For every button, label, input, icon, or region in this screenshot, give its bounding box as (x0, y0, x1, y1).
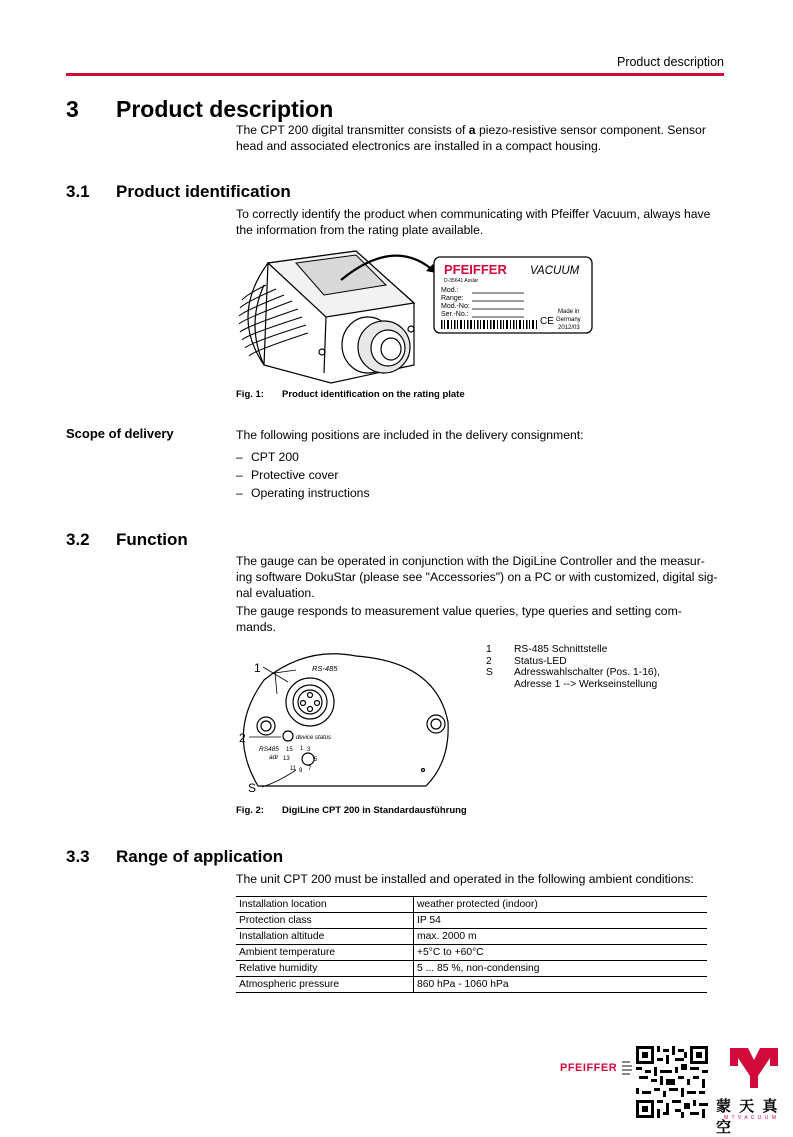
legend-continuation: Adresse 1 --> Werkseinstellung (514, 678, 658, 690)
list-dash: – (236, 468, 243, 482)
function-paragraph-2 (236, 603, 726, 635)
subsection-title: Product identification (116, 182, 291, 201)
plate-ce-mark: CE (540, 316, 554, 327)
figure-rating-plate (236, 245, 596, 385)
section-title: Product description (116, 96, 334, 122)
dial-label-13: 13 (283, 756, 290, 762)
mt-vacuum-english-name: M T V A C U U M (724, 1115, 777, 1121)
function-paragraph-1 (236, 553, 726, 601)
plate-field-serno: Ser.-No.: (441, 311, 469, 318)
dial-label-3: 3 (307, 747, 311, 753)
callout-2: 2 (239, 731, 246, 745)
legend-row (486, 656, 660, 668)
table-row (236, 945, 707, 961)
subsection-number: 3.3 (66, 847, 90, 866)
qr-code-icon (636, 1046, 708, 1118)
legend-row (486, 667, 660, 679)
list-item-text: Operating instructions (251, 486, 370, 500)
list-item (236, 468, 338, 482)
legend-text: Status-LED (514, 655, 567, 667)
figure-digiline-cpt200 (236, 652, 458, 798)
function-p2-line-1: The gauge responds to measurement value queries, type queries and setting com- (236, 604, 682, 618)
footer-pfeiffer-logo: PFEIFFER (560, 1062, 618, 1074)
function-p2-line-2: mands. (236, 620, 276, 634)
function-p1-line-1: The gauge can be operated in conjunction with the DigiLine Controller and the measur- (236, 554, 705, 568)
rs485-adr-label-b: adr (269, 754, 279, 761)
list-item-text: Protective cover (251, 468, 339, 482)
list-item (236, 486, 370, 500)
device-status-label: device status (296, 735, 332, 741)
table-row (236, 913, 707, 929)
intro-text-line2: head and associated electronics are installed in a compact housing. (236, 139, 602, 153)
table-cell-label: Installation altitude (236, 929, 414, 945)
rs485-label: RS-485 (312, 664, 338, 673)
plate-country: Germany (556, 317, 581, 323)
figure-2-caption-text: DigiLine CPT 200 in Standardausführung (282, 805, 467, 816)
legend-text: Adresswahlschalter (Pos. 1-16), (514, 667, 660, 678)
list-dash: – (236, 450, 243, 464)
intro-paragraph (236, 122, 726, 154)
scope-label: Scope of delivery (66, 426, 174, 441)
table-row (236, 897, 707, 913)
figure-2-caption (236, 805, 467, 816)
dial-label-11: 11 (290, 766, 297, 772)
plate-field-range: Range: (441, 295, 464, 302)
dial-label-9: 9 (299, 768, 303, 774)
mt-vacuum-logo-icon (728, 1046, 780, 1090)
section-number: 3 (66, 96, 79, 122)
function-p1-line-2: ing software DokuStar (please see "Accessories") on a PC or with customized, digital sig- (236, 570, 718, 584)
table-cell-value: IP 54 (414, 913, 708, 929)
table-cell-value: max. 2000 m (414, 929, 708, 945)
mt-vacuum-chinese-name: 蒙 天 真 空 (716, 1098, 780, 1136)
callout-s: S (248, 781, 257, 795)
table-row (236, 929, 707, 945)
table-cell-value: 860 hPa - 1060 hPa (414, 977, 708, 993)
legend-key: 1 (486, 644, 492, 655)
plate-brand-pfeiffer: PFEIFFER (444, 262, 507, 277)
figure-2-label: Fig. 2: (236, 805, 264, 816)
table-cell-label: Relative humidity (236, 961, 414, 977)
rs485-adr-label-a: RS485 (259, 746, 279, 753)
legend-key: S (486, 667, 493, 678)
identification-line-2: the information from the rating plate available. (236, 223, 484, 237)
table-cell-value: 5 ... 85 %, non-condensing (414, 961, 708, 977)
list-item (236, 450, 299, 464)
plate-field-modno: Mod.-No: (441, 303, 470, 310)
table-cell-label: Installation location (236, 897, 414, 913)
subsection-number: 3.2 (66, 530, 90, 549)
table-row (236, 961, 707, 977)
range-intro: The unit CPT 200 must be installed and operated in the following ambient conditions: (236, 872, 694, 886)
table-cell-label: Atmospheric pressure (236, 977, 414, 993)
table-cell-value: +5°C to +60°C (414, 945, 708, 961)
list-dash: – (236, 486, 243, 500)
plate-brand-vacuum: VACUUM (530, 265, 580, 277)
list-item-text: CPT 200 (251, 450, 299, 464)
running-header: Product description (616, 55, 724, 69)
table-cell-label: Protection class (236, 913, 414, 929)
plate-made-in: Made in (558, 309, 580, 315)
table-row (236, 977, 707, 993)
dial-label-7: 7 (308, 766, 312, 772)
pfeiffer-stripes-icon (622, 1059, 634, 1079)
figure-2-legend (486, 644, 660, 690)
plate-date: 2012/03 (558, 325, 580, 331)
dial-label-5: 5 (314, 757, 318, 763)
scope-intro: The following positions are included in the delivery consignment: (236, 428, 584, 442)
dial-label-15: 15 (286, 747, 293, 753)
intro-text-bold: a (468, 123, 476, 137)
figure-1-label: Fig. 1: (236, 389, 264, 400)
subsection-number: 3.1 (66, 182, 90, 201)
transmitter-housing-drawing (239, 251, 414, 383)
ambient-conditions-table (236, 896, 707, 993)
plate-address: D-35641 Asslar (444, 278, 479, 284)
identification-paragraph (236, 206, 726, 238)
rating-plate (434, 257, 592, 333)
identification-line-1: To correctly identify the product when communicating with Pfeiffer Vacuum, always have (236, 207, 711, 221)
legend-row (486, 644, 660, 656)
legend-text: RS-485 Schnittstelle (514, 644, 608, 655)
intro-text-a: The CPT 200 digital transmitter consists of (236, 123, 469, 137)
intro-text-b: piezo-resistive sensor component. Sensor (475, 123, 706, 137)
plate-field-mod: Mod.: (441, 287, 459, 294)
subsection-title: Function (116, 530, 188, 549)
function-p1-line-3: nal evaluation. (236, 586, 315, 600)
dial-label-1: 1 (300, 746, 304, 752)
table-cell-label: Ambient temperature (236, 945, 414, 961)
callout-1: 1 (254, 661, 261, 675)
legend-key: 2 (486, 655, 492, 667)
figure-1-caption (236, 389, 465, 400)
header-rule (66, 73, 724, 76)
table-cell-value: weather protected (indoor) (414, 897, 708, 913)
subsection-title: Range of application (116, 847, 284, 866)
figure-1-caption-text: Product identification on the rating plate (282, 389, 465, 400)
